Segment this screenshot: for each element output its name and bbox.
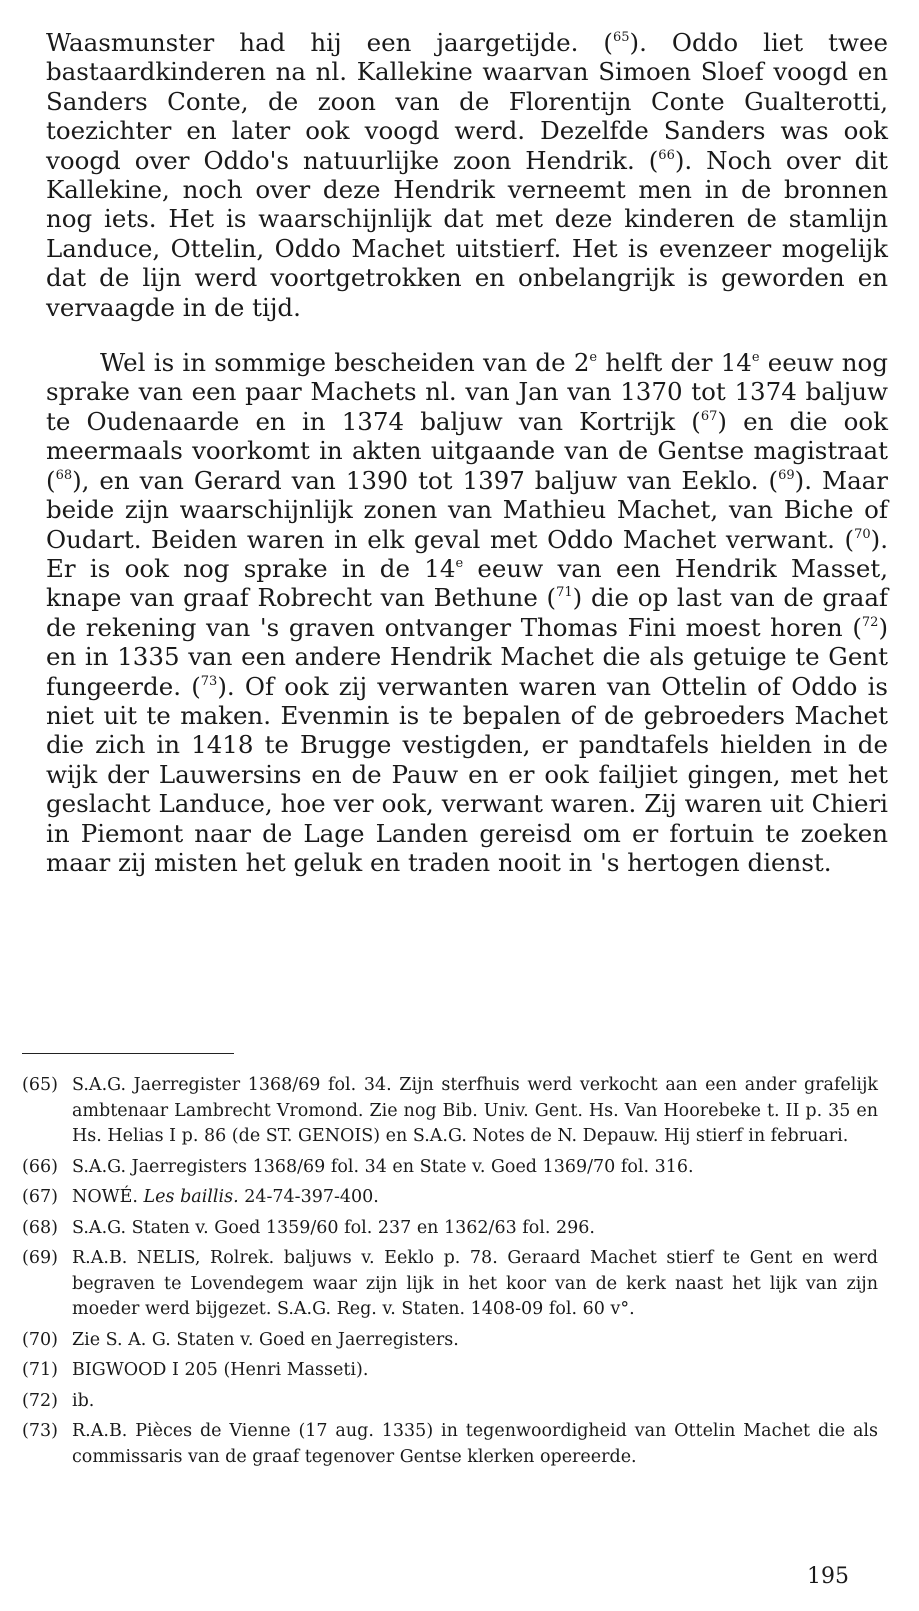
text-run: S.A.G. Jaerregister 1368/69 fol. 34. Zijn sterfhuis werd verkocht aan een ander grafelijk ambtenaar Lambrecht Vromond. Zie nog Bib. Univ. Gent. Hs. Van Hoorebeke t. II p. 35 en Hs. Helias I p. 86 (de ST. GENOIS) en S.A.G. Notes de N. Depauw. Hij stierf in februari.	[72, 1075, 878, 1146]
footnote-ref: e	[751, 350, 760, 366]
footnote	[22, 1419, 878, 1470]
footnote-number: (65)	[22, 1075, 58, 1095]
text-run: Zie S. A. G. Staten v. Goed en Jaerregisters.	[72, 1329, 459, 1350]
footnotes	[22, 1073, 878, 1475]
text-run: Waasmunster had hij een jaargetijde. (	[46, 28, 613, 57]
text-run: ), en van Gerard van 1390 tot 1397 baljuw van Eeklo. (	[72, 465, 779, 495]
paragraph-1	[46, 28, 888, 322]
footnote-text	[72, 1246, 878, 1323]
text-run: eeuw van een Hendrik Masset, knape van graaf Robrecht van Bethune (	[46, 553, 888, 613]
text-run: S.A.G. Staten v. Goed 1359/60 fol. 237 en 1362/63 fol. 296.	[72, 1217, 595, 1238]
text-run: NOWÉ.	[72, 1187, 144, 1207]
footnote-ref: e	[589, 350, 598, 366]
text-run: S.A.G. Jaerregisters 1368/69 fol. 34 en State v. Goed 1369/70 fol. 316.	[72, 1156, 694, 1177]
footnote-text	[72, 1155, 878, 1181]
footnote-number: (70)	[22, 1329, 58, 1350]
footnote-ref: 67	[700, 408, 718, 424]
body-text	[46, 28, 888, 903]
text-run: BIGWOOD I 205 (Henri Masseti).	[72, 1360, 369, 1380]
paragraph-2	[46, 348, 888, 877]
italic-text: Les baillis.	[143, 1187, 239, 1207]
text-run: R.A.B. Pièces de Vienne (17 aug. 1335) in tegenwoordigheid van Ottelin Machet die als commissaris van de graaf tegenover Gentse klerken opereerde.	[72, 1421, 878, 1467]
text-run: eeuw nog sprake van een paar Machets nl. van Jan van 1370 tot 1374 baljuw te Oudenaarde en in 1374 baljuw van Kortrijk (	[46, 348, 888, 436]
footnote-text	[72, 1419, 878, 1470]
footnote-number: (73)	[22, 1421, 58, 1441]
footnote-text	[72, 1358, 878, 1384]
text-run: ) en in 1335 van een andere Hendrik Machet die als getuige te Gent fungeerde. (	[46, 612, 888, 701]
footnote	[22, 1155, 878, 1181]
footnote-ref: 65	[612, 30, 630, 45]
footnote-ref: 71	[556, 585, 573, 601]
text-run: ). Maar beide zijn waarschijnlijk zonen van Mathieu Machet, van Biche of Oudart. Beiden waren in elk geval met Oddo Machet verwant. (	[46, 465, 888, 554]
footnote	[22, 1185, 878, 1211]
text-run: ). Noch over dit Kallekine, noch over deze Hendrik verneemt men in de bronnen nog iets. Het is waarschijnlijk dat met deze kinderen de stamlijn Landuce, Ottelin, Oddo Machet uitstierf. Het is evenzeer mogelijk dat de lijn werd voortgetrokken en onbelangrijk is geworden en vervaagde in de tijd.	[46, 145, 888, 322]
footnote	[22, 1246, 878, 1323]
text-run: ). Er is ook nog sprake in de 14	[46, 524, 888, 583]
footnote-ref: e	[455, 555, 464, 571]
text-run: helft der 14	[597, 348, 752, 378]
footnote-text	[72, 1389, 878, 1415]
footnote-text	[72, 1185, 878, 1211]
footnote-ref: 70	[854, 526, 871, 542]
footnote	[22, 1216, 878, 1242]
footnote-ref: 66	[658, 147, 675, 163]
footnote-number: (67)	[22, 1187, 58, 1207]
footnote-text	[72, 1328, 878, 1354]
footnote-number: (71)	[22, 1360, 58, 1380]
footnote-ref: 68	[55, 467, 73, 483]
footnote-ref: 73	[200, 673, 218, 689]
footnote-text	[72, 1073, 878, 1150]
footnote-number: (69)	[22, 1248, 58, 1268]
footnote-number: (68)	[22, 1217, 58, 1238]
text-run: ). Oddo liet twee bastaardkinderen na nl. Kallekine waarvan Simoen Sloef voogd en Sanders Conte, de zoon van de Florentijn Conte Gualterotti, toezichter en later ook voogd werd. Dezelfde Sanders was ook voogd over Oddo's natuurlijke zoon Hendrik. (	[46, 28, 889, 175]
text-run: R.A.B. NELIS, Rolrek. baljuws v. Eeklo p. 78. Geraard Machet stierf te Gent en werd begraven te Lovendegem waar zijn lijk in het koor van de kerk naast het lijk van zijn moeder werd bijgezet. S.A.G. Reg. v. Staten. 1408-09 fol. 60 v°.	[72, 1248, 878, 1319]
page-number: 195	[807, 1564, 849, 1589]
footnote-ref: 69	[778, 467, 795, 483]
footnote-text	[72, 1216, 878, 1242]
footnote-ref: 72	[861, 614, 879, 630]
footnote	[22, 1389, 878, 1415]
footnote-separator	[22, 1053, 234, 1054]
text-run: ) en die ook meermaals voorkomt in akten uitgaande van de Gentse magistraat (	[46, 406, 888, 495]
text-run: ib.	[72, 1390, 95, 1411]
footnote	[22, 1328, 878, 1354]
footnote	[22, 1358, 878, 1384]
text-run: Wel is in sommige bescheiden van de 2	[100, 348, 590, 378]
text-run: 24-74-397-400.	[238, 1187, 379, 1207]
footnote-number: (66)	[22, 1156, 58, 1177]
text-run: ) die op last van de graaf de rekening van 's graven ontvanger Thomas Fini moest horen (	[46, 583, 888, 642]
footnote	[22, 1073, 878, 1150]
footnote-number: (72)	[22, 1390, 58, 1411]
text-run: ). Of ook zij verwanten waren van Ottelin of Oddo is niet uit te maken. Evenmin is te bepalen of de gebroeders Machet die zich in 1418 te Brugge vestigden, er pandtafels hielden in de wijk der Lauwersins en de Pauw en er ook failjiet gingen, met het geslacht Landuce, hoe ver ook, verwant waren. Zij waren uit Chieri in Piemont naar de Lage Landen gereisd om er fortuin te zoeken maar zij misten het geluk en traden nooit in 's hertogen dienst.	[46, 671, 889, 877]
